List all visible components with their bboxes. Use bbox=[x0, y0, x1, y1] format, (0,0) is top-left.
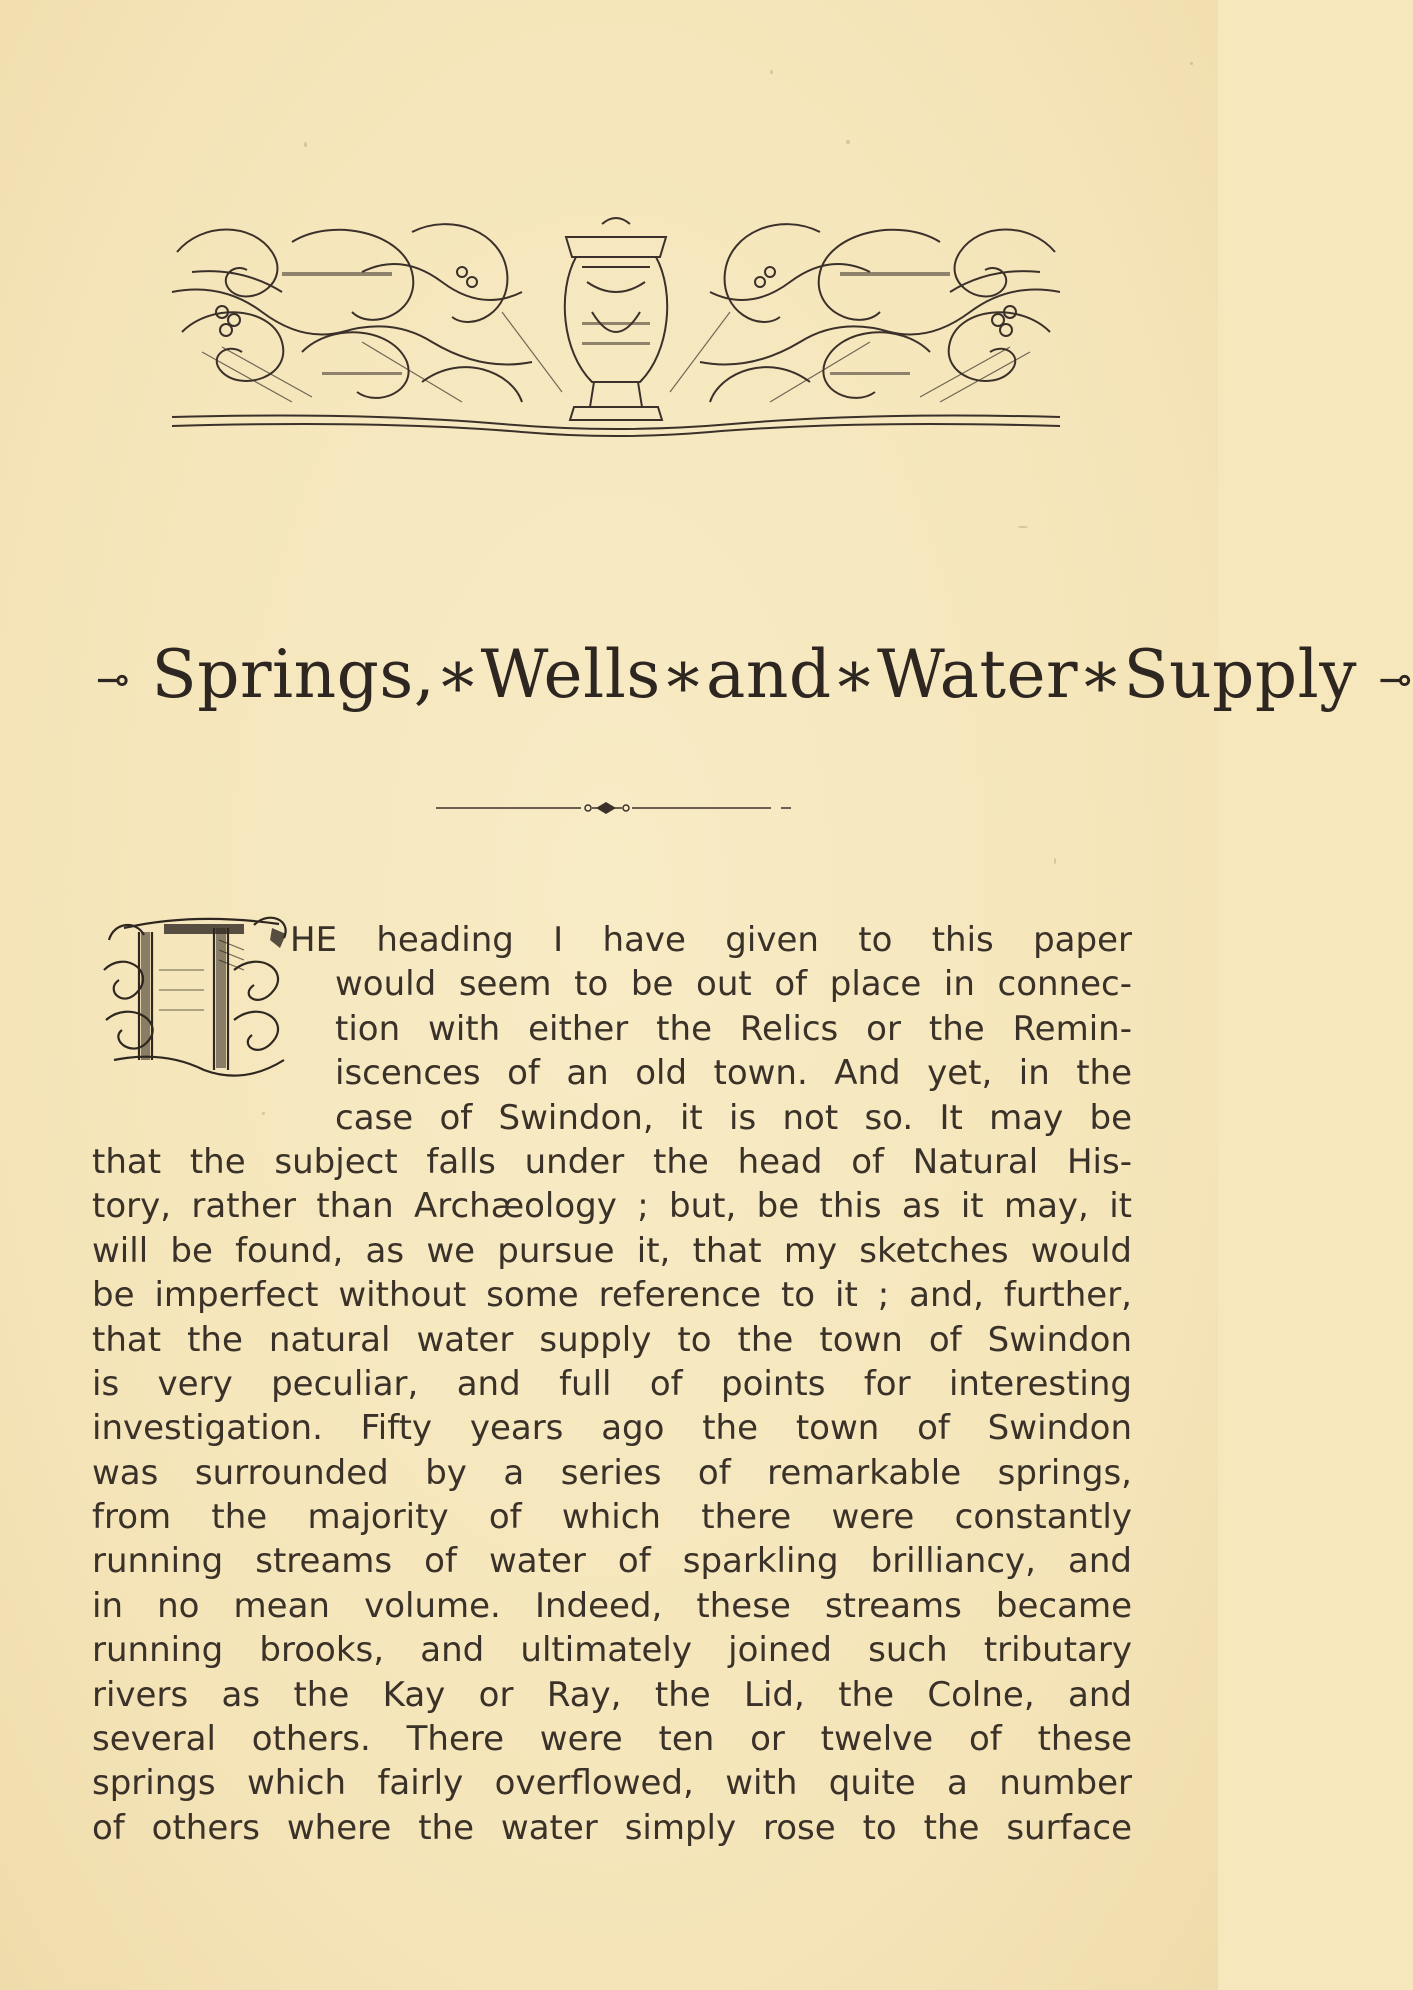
text-line: rivers as the Kay or Ray, the Lid, the Colne, and bbox=[92, 1674, 1132, 1715]
paper-speck bbox=[1190, 62, 1193, 65]
title-divider bbox=[436, 798, 796, 818]
text-line: be imperfect without some reference to it ; and, further, bbox=[92, 1275, 1132, 1316]
text-line: several others. There were ten or twelve of these bbox=[92, 1719, 1132, 1760]
text-line: iscences of an old town. And yet, in the bbox=[335, 1053, 1132, 1094]
text-line: of others where the water simply rose to the surface bbox=[92, 1807, 1132, 1848]
paper-speck bbox=[1018, 526, 1028, 528]
text-line: in no mean volume. Indeed, these streams became bbox=[92, 1585, 1132, 1626]
text-line: running streams of water of sparkling brilliancy, and bbox=[92, 1541, 1132, 1582]
text-line: running brooks, and ultimately joined such tributary bbox=[92, 1630, 1132, 1671]
chapter-title-text: Springs,∗Wells∗and∗Water∗Supply bbox=[151, 636, 1358, 713]
text-line: case of Swindon, it is not so. It may be bbox=[335, 1097, 1132, 1138]
text-line: was surrounded by a series of remarkable springs, bbox=[92, 1452, 1132, 1493]
paper-speck bbox=[770, 70, 773, 74]
text-line: that the natural water supply to the town of Swindon bbox=[92, 1319, 1132, 1360]
text-line: from the majority of which there were constantly bbox=[92, 1497, 1132, 1538]
text-line: springs which fairly overflowed, with quite a number bbox=[92, 1763, 1132, 1804]
text-line: is very peculiar, and full of points for interesting bbox=[92, 1363, 1132, 1404]
ornamental-headpiece bbox=[162, 212, 1070, 442]
text-line: will be found, as we pursue it, that my sketches would bbox=[92, 1230, 1132, 1271]
text-line: that the subject falls under the head of Natural His- bbox=[92, 1141, 1132, 1182]
text-line: tion with either the Relics or the Remin- bbox=[335, 1008, 1132, 1049]
body-text bbox=[92, 918, 1132, 1850]
paper-speck bbox=[846, 140, 850, 144]
text-line: HE heading I have given to this paper bbox=[290, 920, 1132, 960]
paper-speck bbox=[1054, 858, 1056, 864]
chapter-title bbox=[96, 620, 1413, 730]
text-line: would seem to be out of place in connec- bbox=[335, 964, 1132, 1005]
text-line: investigation. Fifty years ago the town of Swindon bbox=[92, 1408, 1132, 1449]
title-lead-ornament: ⊸ bbox=[96, 657, 131, 703]
paper-speck bbox=[304, 142, 307, 147]
text-line: tory, rather than Archæology ; but, be this as it may, it bbox=[92, 1186, 1132, 1227]
title-tail-ornament: ⊸ bbox=[1378, 657, 1413, 703]
